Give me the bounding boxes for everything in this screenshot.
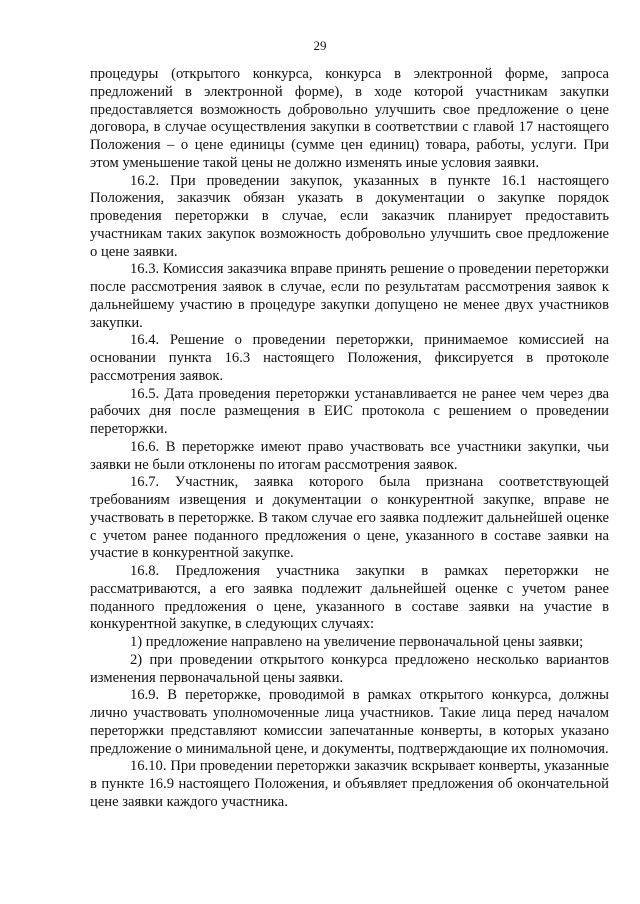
paragraph-16-5: 16.5. Дата проведения переторжки устанавливается не ранее чем через два рабочих дня после размещения в ЕИС протокола с решением о проведении переторжки. [90, 385, 609, 437]
paragraph-continuation: процедуры (открытого конкурса, конкурса в электронной форме, запроса предложений в электронной форме), в ходе которой участникам закупки предоставляется возможность добровольно улучшить свое предложение о цене договора, в случае осуществления закупки в соответствии с главой 17 настоящего Положения – о цене единицы (сумме цен единиц) товара, работы, услуги. При этом уменьшение такой цены не должно изменять иные условия заявки. [90, 66, 609, 171]
paragraph-16-2: 16.2. При проведении закупок, указанных в пункте 16.1 настоящего Положения, заказчик обязан указать в документации о закупке порядок проведения переторжки в случае, если заказчик планирует предоставить участникам таких закупок возможность добровольно улучшить свое предложение о цене заявки. [90, 172, 609, 260]
paragraph-16-9: 16.9. В переторжке, проводимой в рамках открытого конкурса, должны лично участвовать уполномоченные лица участников. Такие лица перед началом переторжки представляют комиссии запечатанные конверты, в которых указано предложение о минимальной цене, и документы, подтверждающие их полномочия. [90, 687, 609, 757]
paragraph-16-6: 16.6. В переторжке имеют право участвовать все участники закупки, чьи заявки не были отклонены по итогам рассмотрения заявок. [90, 438, 609, 473]
list-item-2: 2) при проведении открытого конкурса предложено несколько вариантов изменения первоначальной цены заявки. [90, 651, 609, 686]
page-number: 29 [313, 38, 327, 53]
body-text [90, 66, 609, 812]
paragraph-16-4: 16.4. Решение о проведении переторжки, принимаемое комиссией на основании пункта 16.3 настоящего Положения, фиксируется в протоколе рассмотрения заявок. [90, 332, 609, 384]
paragraph-16-10: 16.10. При проведении переторжки заказчик вскрывает конверты, указанные в пункте 16.9 настоящего Положения, и объявляет предложения об окончательной цене заявки каждого участника. [90, 758, 609, 810]
list-item-1: 1) предложение направлено на увеличение первоначальной цены заявки; [130, 634, 584, 650]
paragraph-16-8: 16.8. Предложения участника закупки в рамках переторжки не рассматриваются, а его заявка подлежит дальнейшей оценке с учетом ранее поданного предложения о цене, указанного в составе заявки на участие в конкурентной закупке, в следующих случаях: [90, 563, 609, 633]
paragraph-16-7: 16.7. Участник, заявка которого была признана соответствующей требованиям извещения и документации о конкурентной закупке, вправе не участвовать в переторжке. В таком случае его заявка подлежит дальнейшей оценке с учетом ранее поданного предложения о цене, указанного в составе заявки на участие в конкурентной закупке. [90, 474, 609, 562]
paragraph-16-3: 16.3. Комиссия заказчика вправе принять решение о проведении переторжки после рассмотрения заявок в случае, если по результатам рассмотрения заявок к дальнейшему участию в процедуре закупки допущено не менее двух участников закупки. [90, 261, 609, 331]
